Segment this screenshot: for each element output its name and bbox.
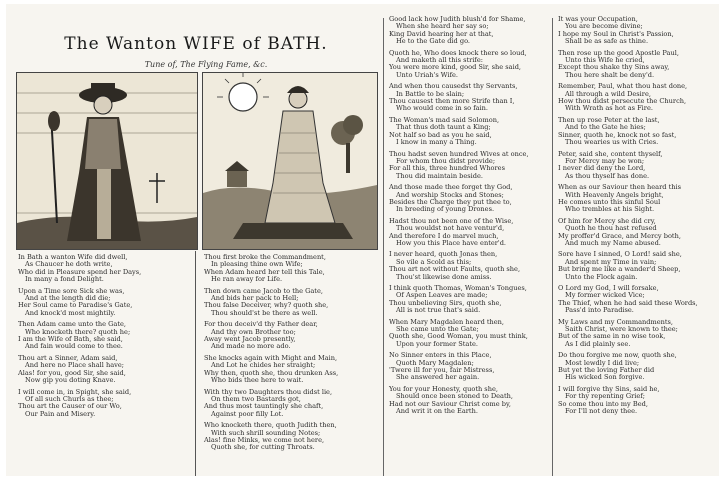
verse-line: How thou didst persecute the Church,: [558, 97, 687, 106]
verse-line: Quoth he thou hast refused: [565, 224, 657, 233]
verse-line: All through a wild Desire,: [565, 89, 651, 98]
verse-line: You are become divine;: [565, 22, 643, 31]
verse-line: Thou should'st be there as well.: [211, 308, 318, 317]
verse-line: Then rose up the good Apostle Paul,: [558, 48, 679, 57]
verse-line: I know in many a Thing.: [396, 138, 477, 147]
verse-line: And thus most tauntingly she chaft,: [204, 402, 324, 411]
verse-line: Quoth Mary Magdalen;: [396, 358, 474, 367]
verse-line: With Heavenly Angels bright,: [565, 190, 664, 199]
verse-line: Now gip you doting Knave.: [25, 376, 116, 385]
verse-line: Thou art not without Faults, quoth she,: [389, 265, 521, 274]
stanza: [558, 184, 716, 214]
verse-line: And much my Name abused.: [565, 238, 661, 247]
verse-line: Thou wouldst not have ventur'd,: [396, 224, 505, 233]
stanza: [18, 288, 188, 318]
stanza: [389, 16, 547, 46]
verse-line: Alas! for you, good Sir, she said,: [18, 368, 126, 377]
stanza: [558, 218, 716, 248]
verse-line: Pass'd into Paradise.: [565, 306, 634, 315]
verse-line: So vile a Scold as this;: [396, 257, 472, 266]
verse-line: Good lack how Judith blush'd for Shame,: [389, 15, 526, 23]
verse-line: Thou causest then more Strife than I,: [389, 97, 515, 106]
verse-line: And at the length did die;: [25, 294, 111, 303]
stanza: [389, 251, 547, 281]
verse-line: Quoth she, for cutting Throats.: [211, 443, 315, 452]
verse-line: Who knocketh there? quoth he;: [25, 327, 131, 336]
stanza: [389, 386, 547, 416]
column-rule: [195, 251, 196, 476]
verse-line: You for your Honesty, quoth she,: [389, 384, 498, 393]
verse-line: And when thou causedst thy Servants,: [389, 82, 518, 91]
verse-line: Thou hadst seven hundred Wives at once,: [389, 149, 529, 158]
verse-line: And writ it on the Earth.: [396, 407, 478, 416]
verse-line: With thy two Daughters thou didst lie,: [204, 387, 333, 396]
stanza: [389, 50, 547, 80]
verse-line: Peter, said she, content thyself,: [558, 149, 663, 158]
verse-line: And bids her pack to Hell;: [211, 294, 299, 303]
verse-line: And to the Gate he hies;: [565, 123, 646, 132]
verse-line: Thou art a Sinner, Adam said,: [18, 353, 118, 362]
verse-line: My former wicked Vice;: [565, 291, 645, 300]
verse-line: Of all such Churls as thee;: [25, 394, 114, 403]
stanza: [558, 16, 716, 46]
stanza: [558, 386, 716, 416]
verse-line: Do thou forgive me now, quoth she,: [558, 351, 677, 360]
verse-line: For Mercy may be won;: [565, 156, 645, 165]
verse-line: Who did in Pleasure spend her Days,: [18, 267, 142, 276]
verse-line: Away went Jacob presently,: [204, 335, 296, 344]
verse-line: For thou deceiv'd thy Father dear,: [204, 320, 318, 329]
verse-line: In Battle to be slain;: [396, 89, 465, 98]
stanza: [558, 117, 716, 147]
verse-line: And those made thee forget thy God,: [389, 183, 513, 192]
verse-line: O Lord my God, I will forsake,: [558, 284, 659, 292]
verse-line: In breeding of young Drones.: [396, 205, 495, 214]
verse-line: She came unto the Gate;: [396, 325, 479, 334]
verse-line: Upon your former State.: [396, 339, 478, 348]
verse-line: I will come in, in Spight, she said,: [18, 387, 132, 396]
verse-line: Thou art the Causer of our Wo,: [18, 402, 122, 411]
stanza: [389, 184, 547, 214]
verse-line: The Thief, when he had said these Words,: [558, 298, 698, 307]
verse-line: Then down came Jacob to the Gate,: [204, 286, 323, 295]
verse-column-4: [558, 16, 716, 420]
verse-line: He to the Gate did go.: [396, 37, 471, 46]
woodcut-wife-of-bath: [16, 72, 198, 250]
stanza: [204, 355, 376, 385]
verse-line: So come thou into my Bed,: [558, 399, 648, 408]
stanza: [558, 83, 716, 113]
woodcut-wife-illustration: [17, 73, 197, 249]
verse-line: Who trembles at his Sight.: [565, 205, 655, 214]
stanza: [389, 285, 547, 315]
verse-line: With Wrath as hot as Fire.: [565, 104, 653, 113]
stanza: [204, 389, 376, 419]
verse-line: For whom thou didst provide;: [396, 156, 496, 165]
verse-line: I never heard, quoth Jonas then,: [389, 250, 498, 259]
stanza: [389, 117, 547, 147]
column-rule: [383, 18, 384, 476]
verse-line: As thou thyself has done.: [565, 171, 650, 180]
verse-line: In pleasing thine own Wife;: [211, 260, 303, 269]
verse-line: Against poor filly Lot.: [211, 409, 284, 418]
verse-line: Unto Uriah's Wife.: [396, 70, 459, 79]
verse-line: Who would come in so fain.: [396, 104, 489, 113]
verse-line: When Mary Magdalen heard then,: [389, 317, 505, 326]
verse-line: Alas! fine Minks, we come not here,: [204, 435, 325, 444]
stanza: [558, 285, 716, 315]
verse-line: I think quoth Thomas, Woman's Tongues,: [389, 284, 527, 292]
tune-line: Tune of, The Flying Fame, &c.: [144, 60, 268, 69]
verse-line: Not half so bad as you he said,: [389, 130, 492, 139]
verse-line: Hadst thou not been one of the Wise,: [389, 216, 514, 225]
verse-line: Remember, Paul, what thou hast done,: [558, 82, 688, 91]
verse-line: You were more kind, good Sir, she said,: [389, 63, 522, 72]
verse-line: 'Twere ill for you, fair Mistress,: [389, 366, 495, 375]
broadside-title: The Wanton WIFE of BATH.: [64, 34, 328, 54]
verse-line: She answered her again.: [396, 373, 480, 382]
verse-line: Unto the Flock again.: [565, 272, 638, 281]
stanza: [204, 288, 376, 318]
verse-line: When she heard her say so;: [396, 22, 489, 31]
verse-line: Thou'st likewise done amiss.: [396, 272, 492, 281]
broadside-sheet: [6, 4, 719, 476]
verse-line: And knock'd most mightily.: [25, 308, 116, 317]
stanza: [204, 254, 376, 284]
verse-line: Quoth she, Good Woman, you must think,: [389, 332, 528, 341]
verse-line: Saith Christ, were known to thee;: [565, 325, 678, 334]
verse-line: And therefore I do marvel much,: [389, 231, 499, 240]
stanza: [558, 251, 716, 281]
verse-line: Who knocketh there, quoth Judith then,: [204, 421, 337, 430]
verse-line: Her Soul came to Paradise's Gate,: [18, 301, 133, 310]
verse-line: How you this Place have enter'd.: [396, 238, 507, 247]
verse-line: And fain would come to thee.: [25, 342, 123, 351]
verse-line: On them two Bastards got,: [211, 394, 301, 403]
verse-column-3: [389, 16, 547, 420]
verse-line: Of Aspen Leaves are made;: [396, 291, 488, 300]
verse-line: In Bath a wanton Wife did dwell,: [18, 253, 128, 261]
verse-line: And maketh all this strife:: [396, 56, 483, 65]
verse-line: Then Adam came unto the Gate,: [18, 320, 126, 329]
verse-line: Unto this Wife he cried,: [565, 56, 645, 65]
stanza: [558, 319, 716, 349]
verse-column-1: [18, 254, 188, 422]
verse-line: With such shrill sounding Notes;: [211, 428, 321, 437]
verse-line: My Laws and my Commandments,: [558, 317, 674, 326]
verse-line: But bring me like a wander'd Sheep,: [558, 265, 681, 274]
verse-line: Quoth he, Who does knock there so loud,: [389, 48, 527, 57]
verse-line: Should once been stoned to Death,: [396, 392, 513, 401]
verse-line: When Adam heard her tell this Tale,: [204, 267, 325, 276]
verse-line: But yet the loving Father did: [558, 366, 655, 375]
verse-line: And thy own Brother too;: [211, 327, 296, 336]
verse-line: For all this, three hundred Whores: [389, 164, 505, 173]
verse-line: The Woman's mad said Solomon,: [389, 115, 500, 124]
verse-line: Sore have I sinned, O Lord! said she,: [558, 250, 682, 259]
verse-line: For I'll not deny thee.: [565, 407, 638, 416]
verse-line: In many a fond Delight.: [25, 275, 104, 284]
verse-line: Most lewdly I did live;: [565, 358, 640, 367]
verse-line: Thou false Deceiver, why? quoth she,: [204, 301, 329, 310]
verse-line: And here no Place shall have;: [25, 361, 125, 370]
verse-line: As I did plainly see.: [565, 339, 631, 348]
stanza: [389, 352, 547, 382]
verse-line: King David hearing her at that,: [389, 29, 494, 38]
verse-line: That thus doth taunt a King;: [396, 123, 491, 132]
stanza: [389, 319, 547, 349]
stanza: [18, 321, 188, 351]
verse-line: But of the same in no wise took,: [558, 332, 666, 341]
column-rule: [552, 18, 553, 476]
verse-line: All is not true that's said.: [396, 306, 481, 315]
verse-line: Then up rose Peter at the last,: [558, 115, 660, 124]
verse-line: She knocks again with Might and Main,: [204, 353, 338, 362]
stanza: [558, 352, 716, 382]
verse-line: Shall be as safe as thine.: [565, 37, 649, 46]
woodcut-lady-illustration: [203, 73, 377, 249]
stanza: [18, 254, 188, 284]
verse-line: He comes unto this sinful Soul: [558, 197, 661, 206]
verse-line: Thou first broke the Commandment,: [204, 253, 326, 261]
stanza: [558, 151, 716, 181]
stanza: [18, 389, 188, 419]
verse-line: It was your Occupation,: [558, 15, 638, 23]
verse-line: I hope my Soul in Christ's Passion,: [558, 29, 674, 38]
stanza: [389, 218, 547, 248]
stanza: [18, 355, 188, 385]
verse-line: Except thou shake thy Sins away,: [558, 63, 670, 72]
verse-line: Thou did maintain beside.: [396, 171, 484, 180]
verse-line: I never did deny the Lord,: [558, 164, 646, 173]
verse-line: I will forgive thy Sins, said he,: [558, 384, 660, 393]
verse-line: I am the Wife of Bath, she said,: [18, 335, 123, 344]
verse-line: For thy repenting Grief;: [565, 392, 645, 401]
verse-line: No Sinner enters in this Place,: [389, 351, 492, 360]
verse-line: Sinner, quoth he, knock not so fast,: [558, 130, 677, 139]
verse-line: And spent my Time in vain;: [565, 257, 657, 266]
verse-line: And worship Stocks and Stones;: [396, 190, 504, 199]
verse-line: He ran away for Life.: [211, 275, 283, 284]
verse-column-2: [204, 254, 376, 456]
verse-line: Our Pain and Misery.: [25, 409, 96, 418]
stanza: [389, 83, 547, 113]
verse-line: Upon a Time sore Sick she was,: [18, 286, 125, 295]
verse-line: Thou here shalt be deny'd.: [565, 70, 655, 79]
woodcut-lady-landscape: [202, 72, 378, 250]
verse-line: Who bids thee here to wait.: [211, 376, 304, 385]
verse-line: Thou unbelieving Sirs, quoth she,: [389, 298, 502, 307]
verse-line: And Lot he chides her straight;: [211, 361, 316, 370]
verse-line: Besides the Charge they put thee to,: [389, 197, 512, 206]
verse-line: My proffer'd Grace, and Mercy both,: [558, 231, 681, 240]
stanza: [389, 151, 547, 181]
verse-line: Why then, quoth she, thou drunken Ass,: [204, 368, 339, 377]
verse-line: And made no more ado.: [211, 342, 291, 351]
stanza: [204, 321, 376, 351]
verse-line: His wicked Son forgive.: [565, 373, 645, 382]
verse-line: Of him for Mercy she did cry,: [558, 216, 656, 225]
stanza: [558, 50, 716, 80]
verse-line: Thou wearies us with Cries.: [565, 138, 659, 147]
verse-line: Had not our Saviour Christ come by,: [389, 399, 511, 408]
verse-line: As Chaucer he doth write,: [25, 260, 113, 269]
stanza: [204, 422, 376, 452]
verse-line: When as our Saviour then heard this: [558, 183, 681, 192]
